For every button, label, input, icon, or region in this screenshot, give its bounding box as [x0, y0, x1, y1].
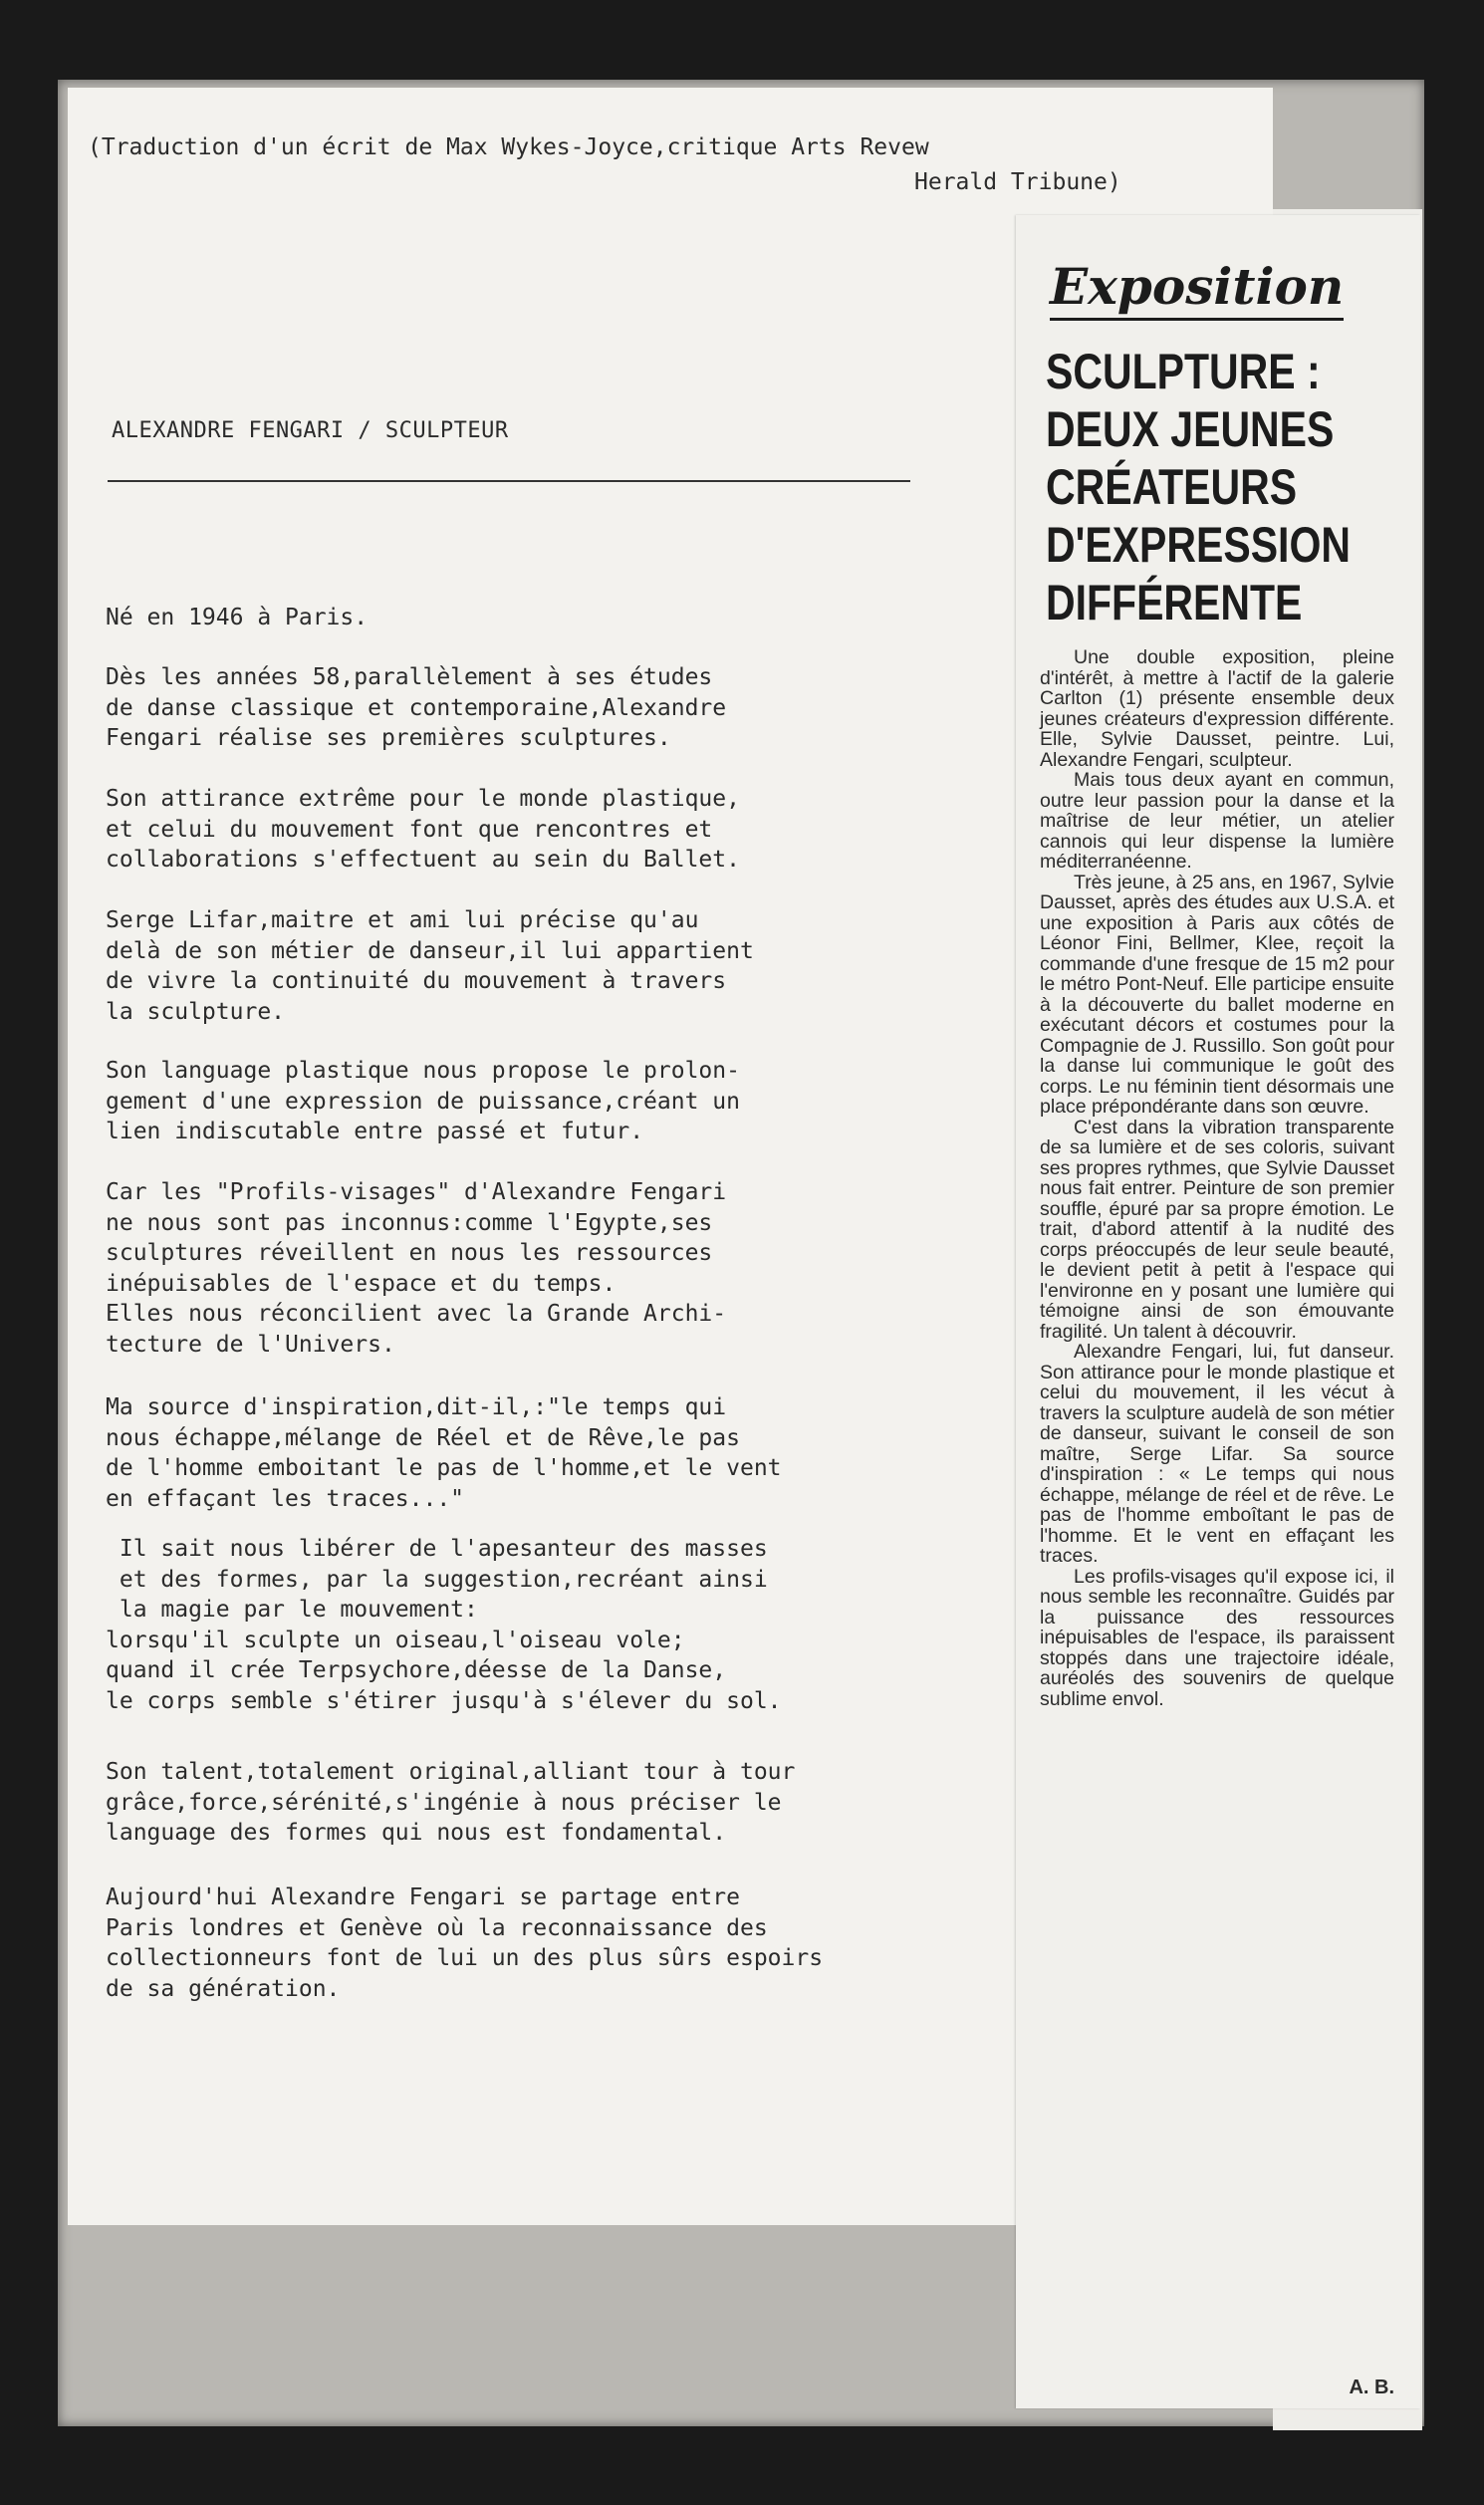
- body-line: lorsqu'il sculpte un oiseau,l'oiseau vole;: [106, 1627, 685, 1653]
- body-line: quand il crée Terpsychore,déesse de la Danse,: [106, 1657, 727, 1683]
- title-rule: [108, 480, 910, 482]
- body-line: de sa génération.: [106, 1975, 341, 2002]
- body-line: la magie par le mouvement:: [106, 1597, 478, 1623]
- body-line: delà de son métier de danseur,il lui appartient: [106, 937, 754, 964]
- article-body: [1040, 647, 1394, 1709]
- body-line: et des formes, par la suggestion,recréant ainsi: [106, 1566, 768, 1593]
- newspaper-clipping: [1016, 215, 1420, 2408]
- article-paragraph: Les profils-visages qu'il expose ici, il nous semble les reconnaître. Guidés par la puissance des ressources inépuisables de l'espace, ils paraissent stoppés dans une trajectoire idéale, auréolés des souvenirs de quelque sublime envol.: [1040, 1565, 1394, 1710]
- body-line: Son language plastique nous propose le prolon-: [106, 1058, 740, 1084]
- body-line: collaborations s'effectuent au sein du Ballet.: [106, 847, 740, 873]
- body-line: Serge Lifar,maitre et ami lui précise qu'au: [106, 907, 699, 933]
- body-line: Son attirance extrême pour le monde plastique,: [106, 786, 740, 812]
- page-title: ALEXANDRE FENGARI / SCULPTEUR: [112, 418, 509, 443]
- body-line: ne nous sont pas inconnus:comme l'Egypte,ses: [106, 1209, 713, 1236]
- article-paragraph: Une double exposition, pleine d'intérêt, à mettre à l'actif de la galerie Carlton (1) présente ensemble deux jeunes créateurs d'expression différente. Elle, Sylvie Dausset, peintre. Lui, Alexandre Fengari, sculpteur.: [1040, 646, 1394, 771]
- article-headline: SCULPTURE : DEUX JEUNES CRÉATEURS D'EXPRESSION DIFFÉRENTE: [1046, 344, 1351, 630]
- body-line: la sculpture.: [106, 998, 286, 1025]
- body-line: Son talent,totalement original,alliant tour à tour: [106, 1759, 796, 1785]
- article-paragraph: Mais tous deux ayant en commun, outre leur passion pour la danse et la maîtrise de leur métier, un atelier cannois qui leur dispense la lumière méditerranéenne.: [1040, 769, 1394, 873]
- body-line: de vivre la continuité du mouvement à travers: [106, 968, 727, 994]
- body-line: tecture de l'Univers.: [106, 1331, 395, 1358]
- body-line: Elles nous réconcilient avec la Grande Archi-: [106, 1301, 727, 1327]
- translation-note-source: Herald Tribune): [914, 169, 1121, 195]
- body-line: Aujourd'hui Alexandre Fengari se partage entre: [106, 1884, 740, 1910]
- body-line: Né en 1946 à Paris.: [106, 605, 369, 630]
- body-line: Car les "Profils-visages" d'Alexandre Fengari: [106, 1179, 727, 1205]
- body-line: Paris londres et Genève où la reconnaissance des: [106, 1914, 768, 1941]
- body-line: sculptures réveillent en nous les ressources: [106, 1240, 713, 1266]
- translation-note: (Traduction d'un écrit de Max Wykes-Joyce,critique Arts Revew: [88, 134, 929, 160]
- article-paragraph: Très jeune, à 25 ans, en 1967, Sylvie Dausset, après des études aux U.S.A. et une exposition à Paris aux côtés de Léonor Fini, Bellmer, Klee, reçoit la commande d'une fresque de 15 m2 pour le métro Pont-Neuf. Elle participe ensuite à la découverte du ballet moderne en exécutant décors et costumes pour la Compagnie de J. Russillo. Son goût pour la danse lui communique le goût des corps. Le nu féminin tient désormais une place prépondérante dans son œuvre.: [1040, 871, 1394, 1118]
- body-line: grâce,force,sérénité,s'ingénie à nous préciser le: [106, 1789, 782, 1816]
- body-line: en effaçant les traces...": [106, 1485, 465, 1512]
- body-line: lien indiscutable entre passé et futur.: [106, 1119, 644, 1144]
- article-paragraph: C'est dans la vibration transparente de sa lumière et de ses coloris, suivant ses propres rythmes, que Sylvie Dausset nous fait entrer. Peinture de son premier souffle, épuré par sa propre émotion. Le trait, d'abord attentif à la nudité des corps préoccupés de leur seule beauté, le devient petit à petit à l'espace qui l'environne en y posant une lumière qui témoigne ainsi de son émouvante fragilité. Un talent à découvrir.: [1040, 1116, 1394, 1343]
- body-line: le corps semble s'étirer jusqu'à s'élever du sol.: [106, 1687, 782, 1714]
- body-line: Fengari réalise ses premières sculptures.: [106, 725, 671, 751]
- article-paragraph: Alexandre Fengari, lui, fut danseur. Son attirance pour le monde plastique et celui du mouvement, il les vécut à travers la sculpture audelà de son métier de danseur, suivant le conseil de son maître, Serge Lifar. Sa source d'inspiration : « Le temps qui nous échappe, mélange de réel et de rêve. Le pas de l'homme emboîtant le pas de l'homme. Et le vent en effaçant les traces.: [1040, 1341, 1394, 1567]
- body-line: gement d'une expression de puissance,créant un: [106, 1088, 740, 1115]
- body-line: de danse classique et contemporaine,Alexandre: [106, 694, 727, 721]
- body-line: et celui du mouvement font que rencontres et: [106, 816, 713, 843]
- article-signature: A. B.: [1349, 2377, 1394, 2398]
- body-line: language des formes qui nous est fondamental.: [106, 1820, 727, 1846]
- body-line: collectionneurs font de lui un des plus sûrs espoirs: [106, 1945, 824, 1971]
- article-kicker: Exposition: [1050, 257, 1344, 321]
- body-line: de l'homme emboitant le pas de l'homme,et le vent: [106, 1455, 782, 1481]
- body-line: nous échappe,mélange de Réel et de Rêve,le pas: [106, 1424, 740, 1451]
- body-line: inépuisables de l'espace et du temps.: [106, 1270, 617, 1297]
- body-line: Dès les années 58,parallèlement à ses études: [106, 664, 713, 690]
- body-line: Il sait nous libérer de l'apesanteur des masses: [106, 1536, 768, 1562]
- body-line: Ma source d'inspiration,dit-il,:"le temps qui: [106, 1394, 727, 1420]
